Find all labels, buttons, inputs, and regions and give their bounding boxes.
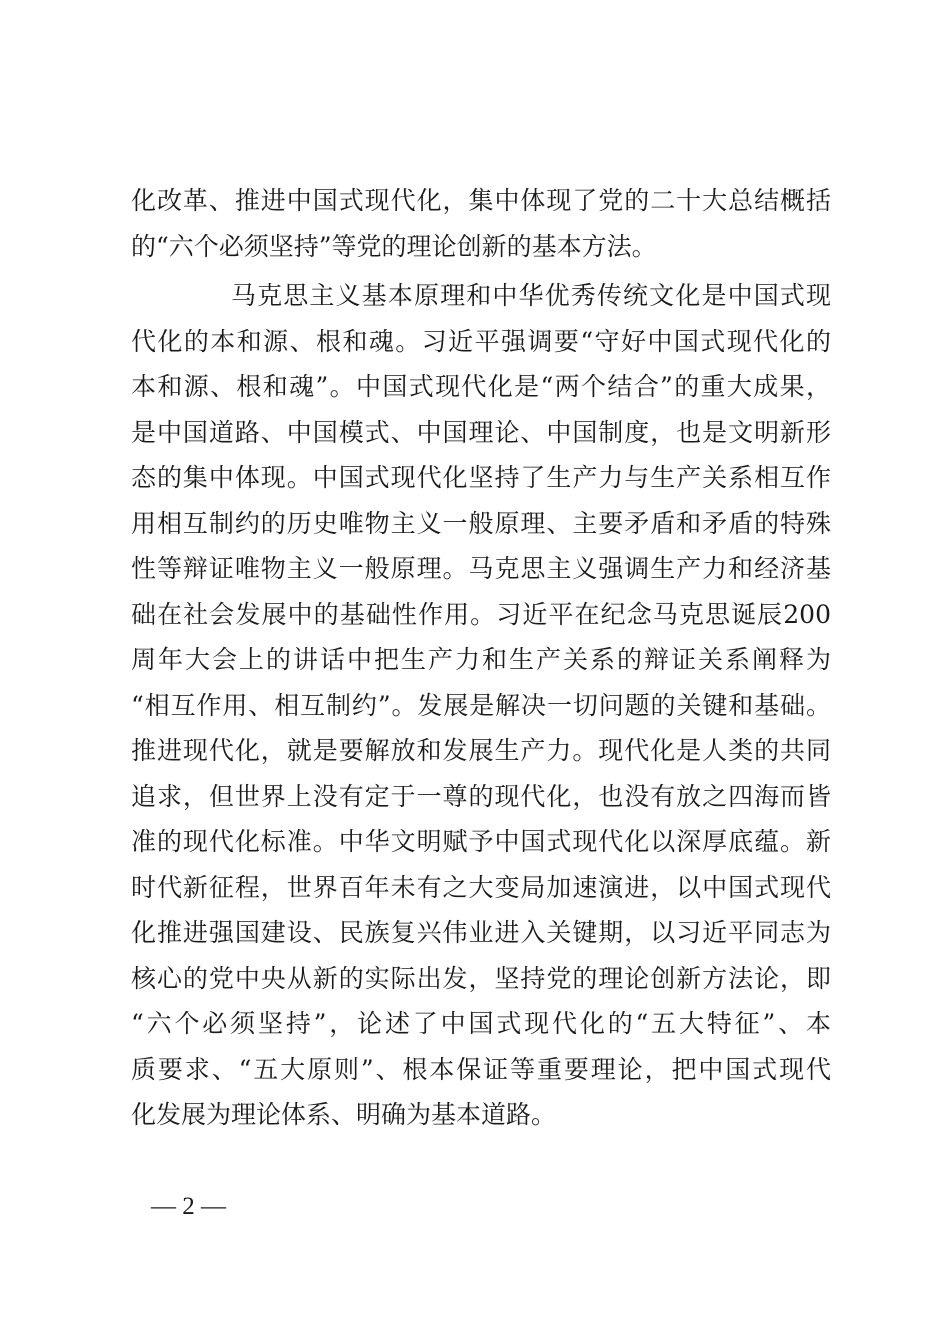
text-line: 化改革、推进中国式现代化，集中体现了党的二十大总结概括 bbox=[131, 186, 831, 215]
text-line: 化发展为理论体系、明确为基本道路。 bbox=[131, 1100, 557, 1129]
text-line: 用相互制约的历史唯物主义一般原理、主要矛盾和矛盾的特殊 bbox=[131, 508, 831, 538]
text-line: 时代新征程，世界百年未有之大变局加速演进，以中国式现代 bbox=[131, 872, 831, 902]
body-text bbox=[131, 178, 831, 1138]
text-line: 性等辩证唯物主义一般原理。马克思主义强调生产力和经济基 bbox=[131, 554, 831, 583]
paragraph-1 bbox=[131, 178, 831, 269]
text-line: 质要求、“五大原则”、根本保证等重要理论，把中国式现代 bbox=[131, 1054, 831, 1084]
page-number: — 2 — bbox=[151, 1193, 226, 1220]
text-line: 核心的党中央从新的实际出发，坚持党的理论创新方法论，即 bbox=[131, 963, 831, 993]
text-line: 化推进强国建设、民族复兴伟业进入关键期，以习近平同志为 bbox=[131, 918, 831, 947]
text-line: 马克思主义基本原理和中华优秀传统文化是中国式现 bbox=[231, 281, 831, 310]
text-line: 追求，但世界上没有定于一尊的现代化，也没有放之四海而皆 bbox=[131, 781, 831, 811]
text-line: 的“六个必须坚持”等党的理论创新的基本方法。 bbox=[131, 231, 657, 261]
text-line: 周年大会上的讲话中把生产力和生产关系的辩证关系阐释为 bbox=[131, 645, 831, 674]
paragraph-2 bbox=[131, 273, 831, 1138]
text-line: 准的现代化标准。中华文明赋予中国式现代化以深厚底蕴。新 bbox=[131, 827, 831, 856]
text-line: 础在社会发展中的基础性作用。习近平在纪念马克思诞辰200 bbox=[131, 599, 831, 629]
text-line: 是中国道路、中国模式、中国理论、中国制度，也是文明新形 bbox=[131, 417, 831, 447]
text-line: “相互作用、相互制约”。发展是解决一切问题的关键和基础。 bbox=[131, 690, 831, 720]
text-line: 本和源、根和魂”。中国式现代化是“两个结合”的重大成果， bbox=[131, 372, 831, 401]
text-line: 代化的本和源、根和魂。习近平强调要“守好中国式现代化的 bbox=[131, 326, 831, 356]
text-line: “六个必须坚持”，论述了中国式现代化的“五大特征”、本 bbox=[131, 1009, 831, 1038]
text-line: 推进现代化，就是要解放和发展生产力。现代化是人类的共同 bbox=[131, 736, 831, 765]
text-line: 态的集中体现。中国式现代化坚持了生产力与生产关系相互作 bbox=[131, 463, 831, 492]
